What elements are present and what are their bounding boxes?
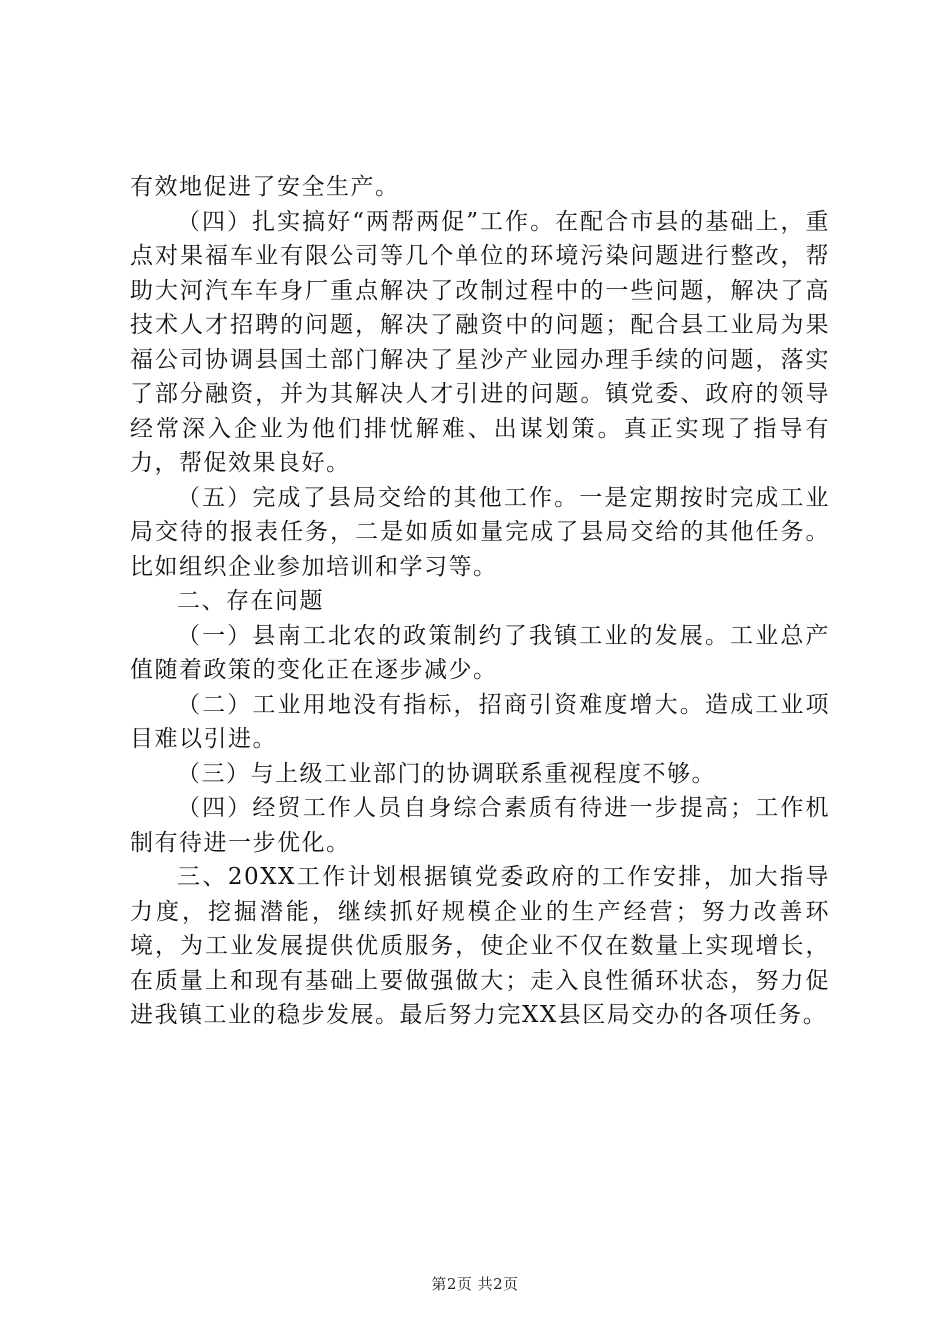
- heading-existing-problems: 二、存在问题: [177, 588, 324, 614]
- document-body: [130, 170, 830, 1033]
- paragraph-section-1-5: （五）完成了县局交给的其他工作。一是定期按时完成工业局交待的报表任务，二是如质如量完成了县局交给的其他任务。比如组织企业参加培训和学习等。: [130, 484, 830, 580]
- paragraph-work-plan: 三、20XX工作计划根据镇党委政府的工作安排，加大指导力度，挖掘潜能，继续抓好规模企业的生产经营；努力改善环境，为工业发展提供优质服务，使企业不仅在数量上实现增长，在质量上和现有基础上要做强做大；走入良性循环状态，努力促进我镇工业的稳步发展。最后努力完XX县区局交办的各项任务。: [130, 864, 830, 1028]
- paragraph-section-1-4: （四）扎实搞好“两帮两促”工作。在配合市县的基础上，重点对果福车业有限公司等几个单位的环境污染问题进行整改，帮助大河汽车车身厂重点解决了改制过程中的一些问题，解决了高技术人才招聘的问题，解决了融资中的问题；配合县工业局为果福公司协调县国土部门解决了星沙产业园办理手续的问题，落实了部分融资，并为其解决人才引进的问题。镇党委、政府的领导经常深入企业为他们排忧解难、出谋划策。真正实现了指导有力，帮促效果良好。: [130, 208, 830, 476]
- paragraph-problem-2: （二）工业用地没有指标，招商引资难度增大。造成工业项目难以引进。: [130, 691, 830, 752]
- page-number-footer: 第2页 共2页: [431, 1275, 519, 1293]
- paragraph-continuation: 有效地促进了安全生产。: [130, 174, 400, 200]
- paragraph-problem-1: （一）县南工北农的政策制约了我镇工业的发展。工业总产值随着政策的变化正在逐步减少。: [130, 622, 830, 683]
- paragraph-problem-3: （三）与上级工业部门的协调联系重视程度不够。: [177, 760, 716, 787]
- paragraph-problem-4: （四）经贸工作人员自身综合素质有待进一步提高；工作机制有待进一步优化。: [130, 795, 830, 856]
